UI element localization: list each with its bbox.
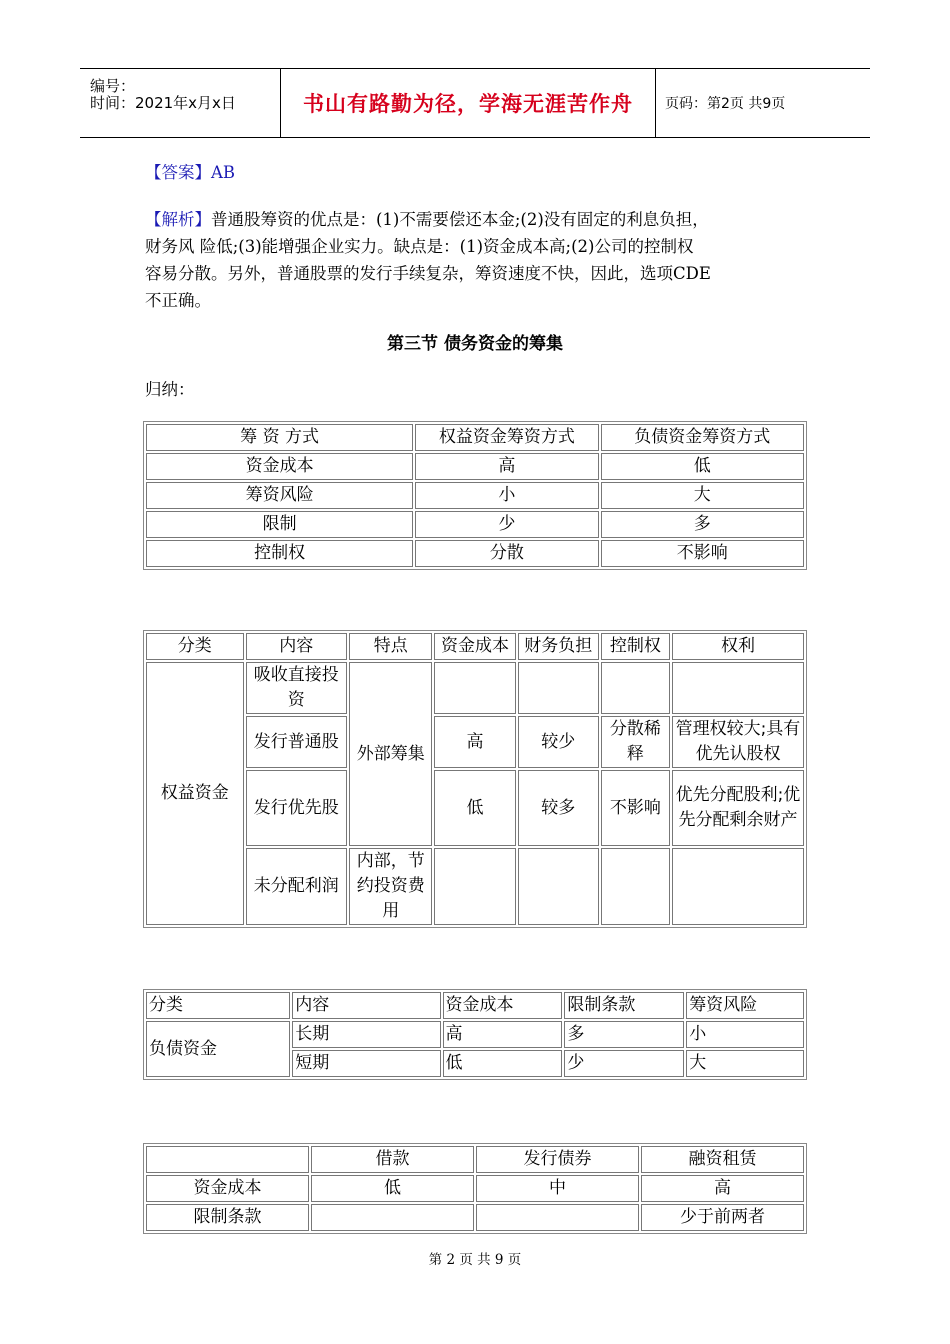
table-header-row	[146, 1146, 804, 1173]
table-cell	[601, 848, 670, 925]
page-header	[80, 68, 870, 138]
category-cell: 权益资金	[146, 662, 244, 925]
section-title: 第三节 债务资金的筹集	[387, 334, 563, 354]
table-cell	[434, 848, 515, 925]
equity-financing-table	[143, 630, 807, 928]
header-page-cell	[655, 69, 870, 137]
table-cell	[601, 662, 670, 714]
table-cell: 吸收直接投资	[246, 662, 348, 714]
table-cell: 大	[601, 482, 804, 509]
table-cell: 分散稀释	[601, 716, 670, 768]
table-row	[146, 540, 804, 567]
table-cell: 资金成本	[146, 453, 413, 480]
table-row	[146, 1021, 804, 1048]
table-header-row	[146, 633, 804, 660]
table-header-row	[146, 992, 804, 1019]
table-cell: 分散	[415, 540, 598, 567]
table-header-cell: 筹资风险	[686, 992, 804, 1019]
answer-line	[145, 159, 805, 186]
serial-label: 编号：	[90, 77, 136, 95]
table-cell: 中	[476, 1175, 639, 1202]
table-header-cell: 内容	[246, 633, 348, 660]
table-row	[146, 662, 804, 714]
table-cell: 资金成本	[146, 1175, 309, 1202]
table-cell: 少	[564, 1050, 684, 1077]
category-cell: 负债资金	[146, 1021, 290, 1077]
table-header-cell	[146, 1146, 309, 1173]
page-footer: 第 2 页 共 9 页	[428, 1252, 522, 1268]
table-cell: 大	[686, 1050, 804, 1077]
debt-method-table	[143, 1143, 807, 1234]
table-header-cell: 限制条款	[564, 992, 684, 1019]
table-cell: 低	[434, 770, 515, 846]
table-cell: 发行普通股	[246, 716, 348, 768]
table-cell: 控制权	[146, 540, 413, 567]
table-cell: 较少	[518, 716, 599, 768]
table-cell: 高	[434, 716, 515, 768]
table-header-cell: 资金成本	[443, 992, 563, 1019]
table-header-cell: 资金成本	[434, 633, 515, 660]
analysis-line: 【解析】普通股筹资的优点是：(1)不需要偿还本金;(2)没有固定的利息负担，	[145, 210, 709, 229]
table-cell: 管理权较大;具有优先认股权	[672, 716, 804, 768]
table-cell: 较多	[518, 770, 599, 846]
comparison-table-1	[143, 421, 807, 570]
table-header-cell: 内容	[292, 992, 440, 1019]
table-header-cell: 权益资金筹资方式	[415, 424, 598, 451]
table-cell: 不影响	[601, 540, 804, 567]
table-cell: 低	[443, 1050, 563, 1077]
table-row	[146, 511, 804, 538]
analysis-line: 财务风 险低;(3)能增强企业实力。缺点是：(1)资金成本高;(2)公司的控制权	[145, 237, 694, 256]
header-motto-cell	[280, 69, 656, 137]
table-cell: 高	[443, 1021, 563, 1048]
table-header-row	[146, 424, 804, 451]
table-header-cell: 发行债券	[476, 1146, 639, 1173]
table-header-cell: 控制权	[601, 633, 670, 660]
table-header-cell: 分类	[146, 992, 290, 1019]
table-cell	[476, 1204, 639, 1231]
answer-bracket: 【答案】	[145, 163, 211, 182]
debt-financing-table	[143, 989, 807, 1080]
table-header-cell: 权利	[672, 633, 804, 660]
table-row	[146, 848, 804, 925]
table-cell: 长期	[292, 1021, 440, 1048]
table-cell: 未分配利润	[246, 848, 348, 925]
table-cell	[518, 848, 599, 925]
table-header-cell: 借款	[311, 1146, 474, 1173]
header-meta	[80, 69, 280, 137]
table-header-cell: 负债资金筹资方式	[601, 424, 804, 451]
table-row	[146, 1175, 804, 1202]
table-cell: 低	[311, 1175, 474, 1202]
table-header-cell: 分类	[146, 633, 244, 660]
table-cell: 限制	[146, 511, 413, 538]
date-label: 时间：2021年x月x日	[90, 94, 236, 112]
table-cell: 低	[601, 453, 804, 480]
summary-label: 归纳：	[145, 380, 195, 399]
analysis-paragraph	[145, 206, 805, 314]
table-cell: 小	[415, 482, 598, 509]
table-cell: 多	[564, 1021, 684, 1048]
table-cell: 发行优先股	[246, 770, 348, 846]
analysis-line: 容易分散。另外，普通股票的发行手续复杂，筹资速度不快，因此，选项CDE	[145, 264, 711, 283]
table-row	[146, 770, 804, 846]
table-cell: 少于前两者	[641, 1204, 804, 1231]
feature-cell: 内部，节约投资费用	[349, 848, 432, 925]
motto: 书山有路勤为径，学海无涯苦作舟	[303, 92, 633, 116]
table-header-cell: 筹 资 方式	[146, 424, 413, 451]
table-cell	[672, 662, 804, 714]
table-row	[146, 716, 804, 768]
table-cell: 高	[641, 1175, 804, 1202]
table-row	[146, 453, 804, 480]
table-cell: 优先分配股利;优先分配剩余财产	[672, 770, 804, 846]
table-cell: 筹资风险	[146, 482, 413, 509]
table-cell: 多	[601, 511, 804, 538]
table-cell: 不影响	[601, 770, 670, 846]
table-row	[146, 1204, 804, 1231]
analysis-bracket: 【解析】	[145, 210, 211, 229]
feature-cell: 外部筹集	[349, 662, 432, 846]
analysis-line: 不正确。	[145, 291, 211, 310]
table-cell	[434, 662, 515, 714]
table-cell	[311, 1204, 474, 1231]
table-cell: 短期	[292, 1050, 440, 1077]
table-header-cell: 财务负担	[518, 633, 599, 660]
table-cell: 小	[686, 1021, 804, 1048]
table-row	[146, 482, 804, 509]
table-header-cell: 融资租赁	[641, 1146, 804, 1173]
answer-value: AB	[211, 163, 236, 182]
table-header-cell: 特点	[349, 633, 432, 660]
page-info: 页码：第2页 共9页	[665, 96, 786, 112]
table-cell: 少	[415, 511, 598, 538]
table-cell	[518, 662, 599, 714]
table-cell: 限制条款	[146, 1204, 309, 1231]
table-cell	[672, 848, 804, 925]
table-cell: 高	[415, 453, 598, 480]
